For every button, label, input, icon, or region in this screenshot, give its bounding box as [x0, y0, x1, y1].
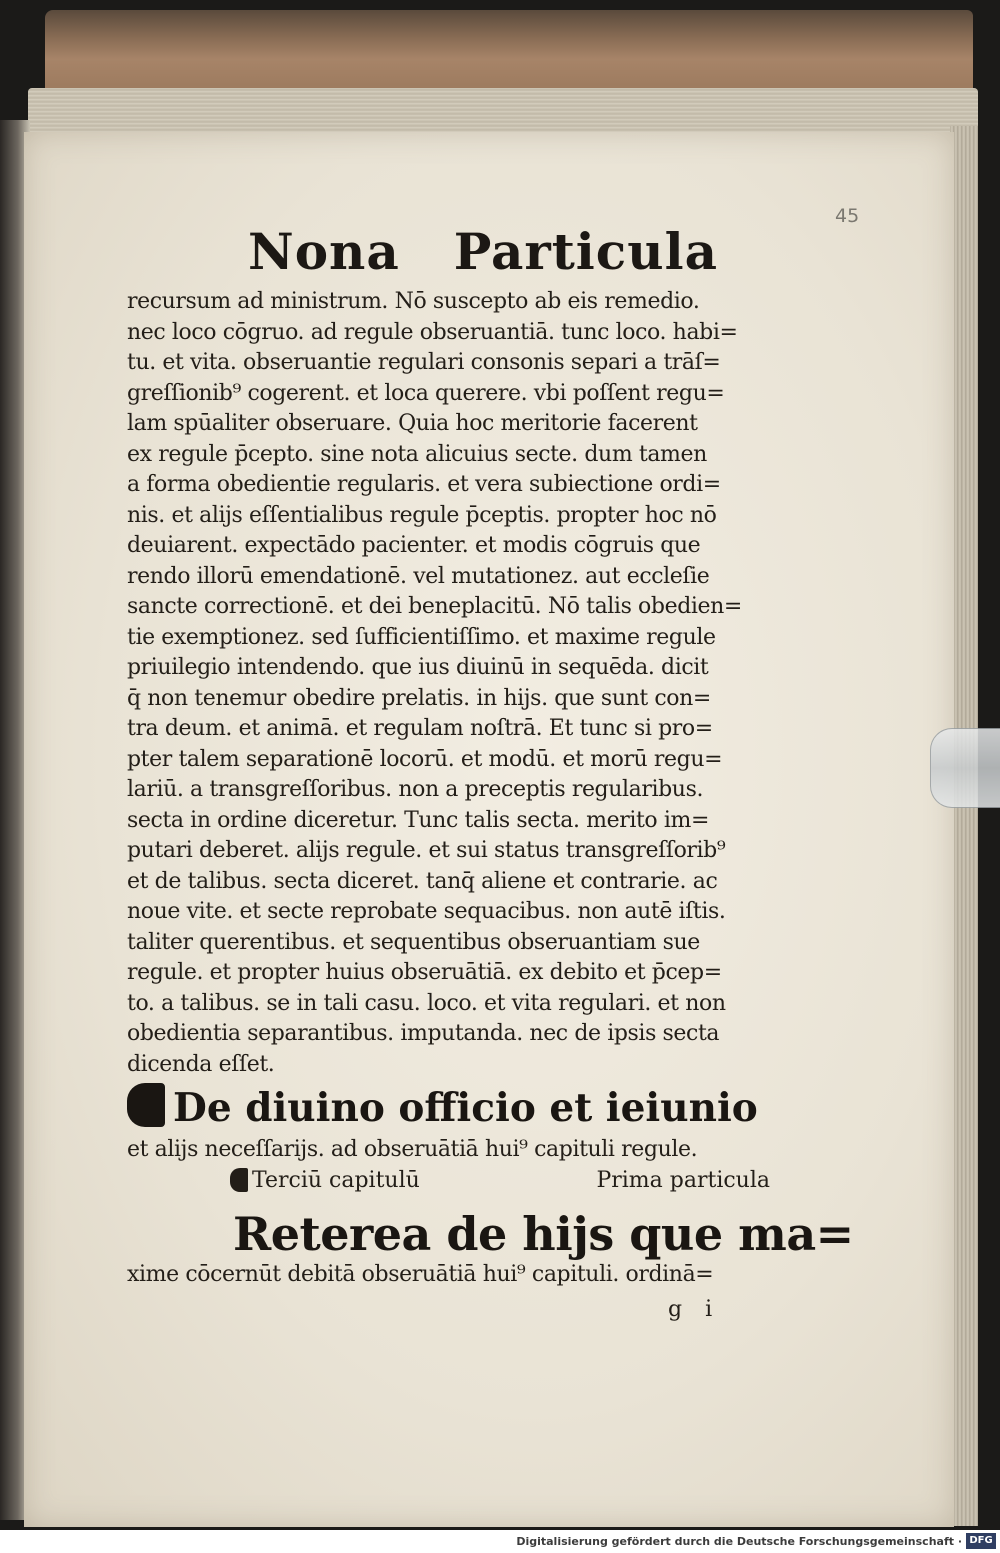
text-line: a forma obedientie regularis. et vera subiectione ordi=: [127, 472, 721, 497]
text-line: dicenda eſſet.: [127, 1051, 275, 1077]
text-line: lariū. a transgreſſoribus. non a preceptis regularibus.: [127, 777, 704, 802]
chapter-label: [230, 1168, 420, 1193]
section-title-text: De diuino officio et ieiunio: [173, 1085, 758, 1131]
footer-credit: Digitalisierung gefördert durch die Deutsche Forschungsgemeinschaft ·: [516, 1535, 962, 1548]
folio-number: 45: [835, 205, 860, 227]
text-line: obedientia separantibus. imputanda. nec de ipsis secta: [127, 1021, 720, 1046]
section-title: [127, 1083, 777, 1133]
text-line: nis. et alijs eſſentialibus regule p̄ceptis. propter hoc nō: [127, 502, 717, 528]
chapter-label-text: Terciū capitulū: [252, 1168, 420, 1193]
text-line: regule. et propter huius obseruātiā. ex debito et p̄cep=: [127, 960, 722, 985]
page-fore-edge: [950, 126, 978, 1526]
body-text: [127, 287, 777, 1080]
chapter-row: [230, 1168, 770, 1193]
incipit-line: Reterea de hijs que ma=: [233, 1207, 854, 1261]
pilcrow-initial-icon: [127, 1083, 165, 1127]
section-subtitle: et alijs neceſſarijs. ad obseruātiā hui⁹ capituli regule.: [127, 1137, 698, 1162]
pilcrow-icon: [230, 1168, 248, 1192]
text-line: lam spūaliter obseruare. Quia hoc meritorie facerent: [127, 411, 698, 436]
text-line: taliter querentibus. et sequentibus obseruantiam sue: [127, 929, 700, 955]
text-line: nec loco cōgruo. ad regule obseruantiā. tunc loco. habi=: [127, 319, 738, 345]
text-line: recursum ad ministrum. Nō suscepto ab eis remedio.: [127, 289, 700, 314]
tail-line: xime cōcernūt debitā obseruātiā hui⁹ capituli. ordinā=: [127, 1262, 714, 1287]
heading-left: Nona: [248, 222, 400, 281]
dfg-logo: DFG: [966, 1533, 996, 1549]
page-stack-edge: [28, 88, 978, 138]
particula-label: Prima particula: [596, 1168, 770, 1193]
text-line: noue vite. et secte reprobate sequacibus. non autē iſtis.: [127, 899, 726, 924]
text-line: to. a talibus. se in tali casu. loco. et vita regulari. et non: [127, 990, 726, 1016]
book-top-edge: [45, 10, 973, 92]
text-line: greſſionib⁹ cogerent. et loca querere. vbi poſſent regu=: [127, 380, 725, 406]
text-line: priuilegio intendendo. que ius diuinū in sequēda. dicit: [127, 655, 709, 680]
text-line: tu. et vita. obseruantie regulari consonis separi a trāſ=: [127, 350, 721, 375]
text-line: rendo illorū emendationē. vel mutationez. aut eccleſie: [127, 563, 710, 589]
text-line: secta in ordine diceretur. Tunc talis secta. merito im=: [127, 807, 709, 833]
text-line: deuiarent. expectādo pacienter. et modis cōgruis que: [127, 533, 701, 558]
text-line: tra deum. et animā. et regulam noſtrā. Et tunc si pro=: [127, 716, 713, 741]
text-line: putari deberet. alijs regule. et sui status transgreſſorib⁹: [127, 838, 726, 863]
heading-right: Particula: [453, 222, 718, 281]
text-line: sancte correctionē. et dei beneplacitū. Nō talis obedien=: [127, 594, 742, 619]
text-line: q̄ non tenemur obedire prelatis. in hijs. que sunt con=: [127, 685, 711, 711]
signature-mark: g i: [668, 1297, 721, 1322]
text-line: tie exemptionez. sed ſufficientiſſimo. et maxime regule: [127, 624, 716, 650]
text-line: et de talibus. secta diceret. tanq̄ aliene et contrarie. ac: [127, 868, 718, 894]
text-line: ex regule p̄cepto. sine nota alicuius secte. dum tamen: [127, 441, 707, 467]
text-line: pter talem separationē locorū. et modū. et morū regu=: [127, 746, 723, 772]
page-clip: [930, 728, 1000, 808]
running-heading: [248, 222, 718, 282]
